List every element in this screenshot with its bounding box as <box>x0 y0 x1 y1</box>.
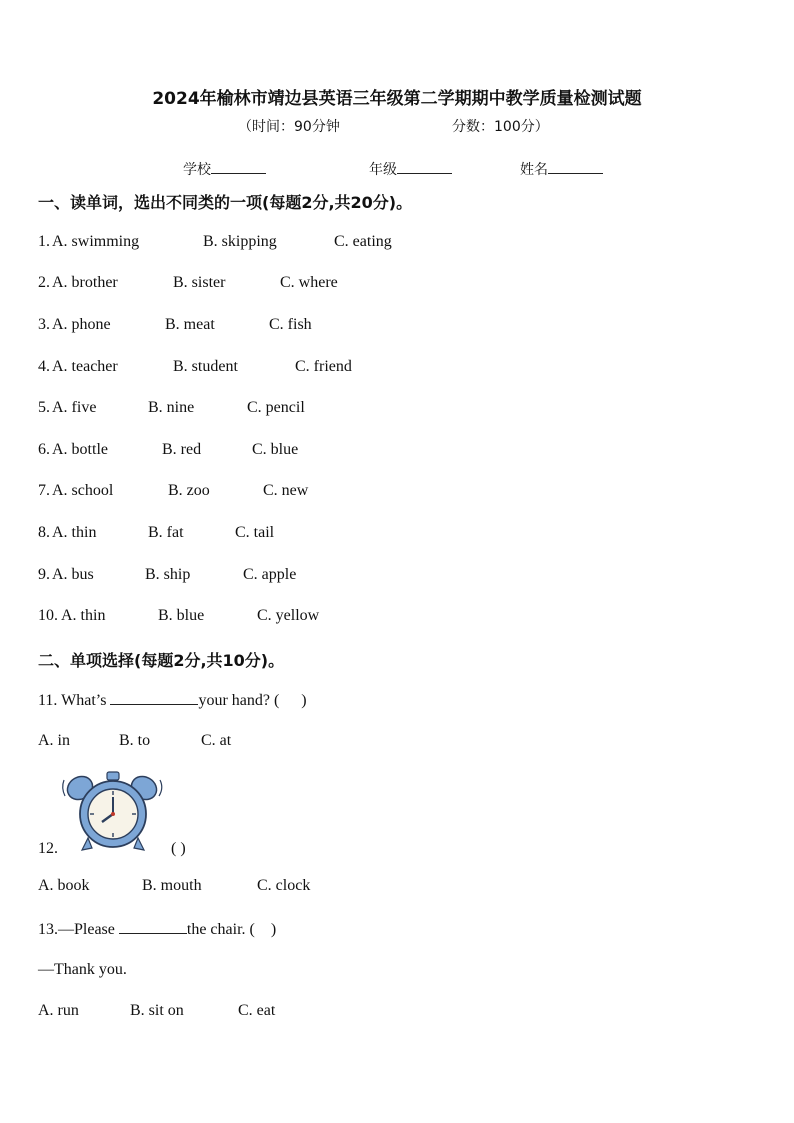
alarm-clock-icon <box>60 768 166 854</box>
option-b[interactable]: B. skipping <box>203 233 277 250</box>
name-blank[interactable] <box>548 159 603 174</box>
question-number: 2. <box>38 274 50 291</box>
option-b[interactable]: B. red <box>162 441 202 458</box>
question-number: 3. <box>38 316 50 333</box>
q13-blank[interactable] <box>119 919 187 934</box>
q12-paren: ( ) <box>171 840 186 857</box>
option-c[interactable]: C. pencil <box>247 399 305 416</box>
q13-prefix: 13.—Please <box>38 921 115 938</box>
option-c[interactable]: C. apple <box>243 566 297 583</box>
q13-option-b[interactable]: B. sit on <box>130 1002 184 1019</box>
option-c[interactable]: C. where <box>280 274 338 291</box>
option-a[interactable]: A. bottle <box>52 441 108 458</box>
q12-option-b[interactable]: B. mouth <box>142 877 202 894</box>
question-number: 1. <box>38 233 50 250</box>
school-label: 学校 <box>183 162 211 178</box>
q12-num: 12. <box>38 840 58 857</box>
q11-suffix: your hand? ( <box>198 692 280 709</box>
exam-time: （时间：90分钟 <box>238 119 340 135</box>
q13-option-c[interactable]: C. eat <box>238 1002 276 1019</box>
question-11 <box>38 690 307 710</box>
option-a[interactable]: A. school <box>52 482 114 499</box>
option-a[interactable]: A. thin <box>52 524 97 541</box>
question-number: 5. <box>38 399 50 416</box>
q13-close: ) <box>270 921 277 938</box>
grade-field[interactable] <box>369 159 452 179</box>
exam-title: 2024年榆林市靖边县英语三年级第二学期期中教学质量检测试题 <box>152 89 642 109</box>
option-a[interactable]: A. five <box>52 399 97 416</box>
option-c[interactable]: C. blue <box>252 441 299 458</box>
option-b[interactable]: B. meat <box>165 316 215 333</box>
option-b[interactable]: B. fat <box>148 524 184 541</box>
option-b[interactable]: B. zoo <box>168 482 210 499</box>
option-c[interactable]: C. yellow <box>257 607 320 624</box>
q11-option-b[interactable]: B. to <box>119 732 151 749</box>
name-field[interactable] <box>520 159 603 179</box>
question-number: 4. <box>38 358 50 375</box>
q13-option-a[interactable]: A. run <box>38 1002 79 1019</box>
q12-option-a[interactable]: A. book <box>38 877 90 894</box>
option-a[interactable]: A. bus <box>52 566 94 583</box>
q12-option-c[interactable]: C. clock <box>257 877 311 894</box>
option-c[interactable]: C. friend <box>295 358 352 375</box>
option-b[interactable]: B. blue <box>158 607 205 624</box>
option-b[interactable]: B. student <box>173 358 238 375</box>
school-blank[interactable] <box>211 159 266 174</box>
name-label: 姓名 <box>520 162 548 178</box>
q11-option-c[interactable]: C. at <box>201 732 232 749</box>
option-c[interactable]: C. fish <box>269 316 312 333</box>
option-b[interactable]: B. ship <box>145 566 191 583</box>
question-number: 9. <box>38 566 50 583</box>
exam-score: 分数：100分） <box>452 119 549 135</box>
q13-suffix: the chair. ( <box>186 921 255 938</box>
question-13 <box>38 919 276 939</box>
option-b[interactable]: B. sister <box>173 274 226 291</box>
option-a[interactable]: A. swimming <box>52 233 140 250</box>
section2-heading: 二、单项选择(每题2分,共10分)。 <box>38 651 285 670</box>
option-a[interactable]: A. brother <box>52 274 118 291</box>
option-a[interactable]: A. phone <box>52 316 111 333</box>
school-field[interactable] <box>183 159 266 179</box>
option-c[interactable]: C. eating <box>334 233 392 250</box>
question-number: 7. <box>38 482 50 499</box>
question-number: 6. <box>38 441 50 458</box>
q13-reply: —Thank you. <box>38 961 127 978</box>
question-number: 10. <box>38 607 58 624</box>
question-number: 8. <box>38 524 50 541</box>
q11-blank[interactable] <box>110 690 198 705</box>
option-a[interactable]: A. thin <box>61 607 106 624</box>
q11-close: ) <box>301 692 307 709</box>
section1-heading: 一、读单词，选出不同类的一项(每题2分,共20分)。 <box>38 193 413 212</box>
grade-label: 年级 <box>369 162 397 178</box>
option-b[interactable]: B. nine <box>148 399 195 416</box>
option-c[interactable]: C. new <box>263 482 309 499</box>
grade-blank[interactable] <box>397 159 452 174</box>
option-c[interactable]: C. tail <box>235 524 275 541</box>
option-a[interactable]: A. teacher <box>52 358 118 375</box>
q11-option-a[interactable]: A. in <box>38 732 70 749</box>
q11-prefix: 11. What’s <box>38 692 107 709</box>
